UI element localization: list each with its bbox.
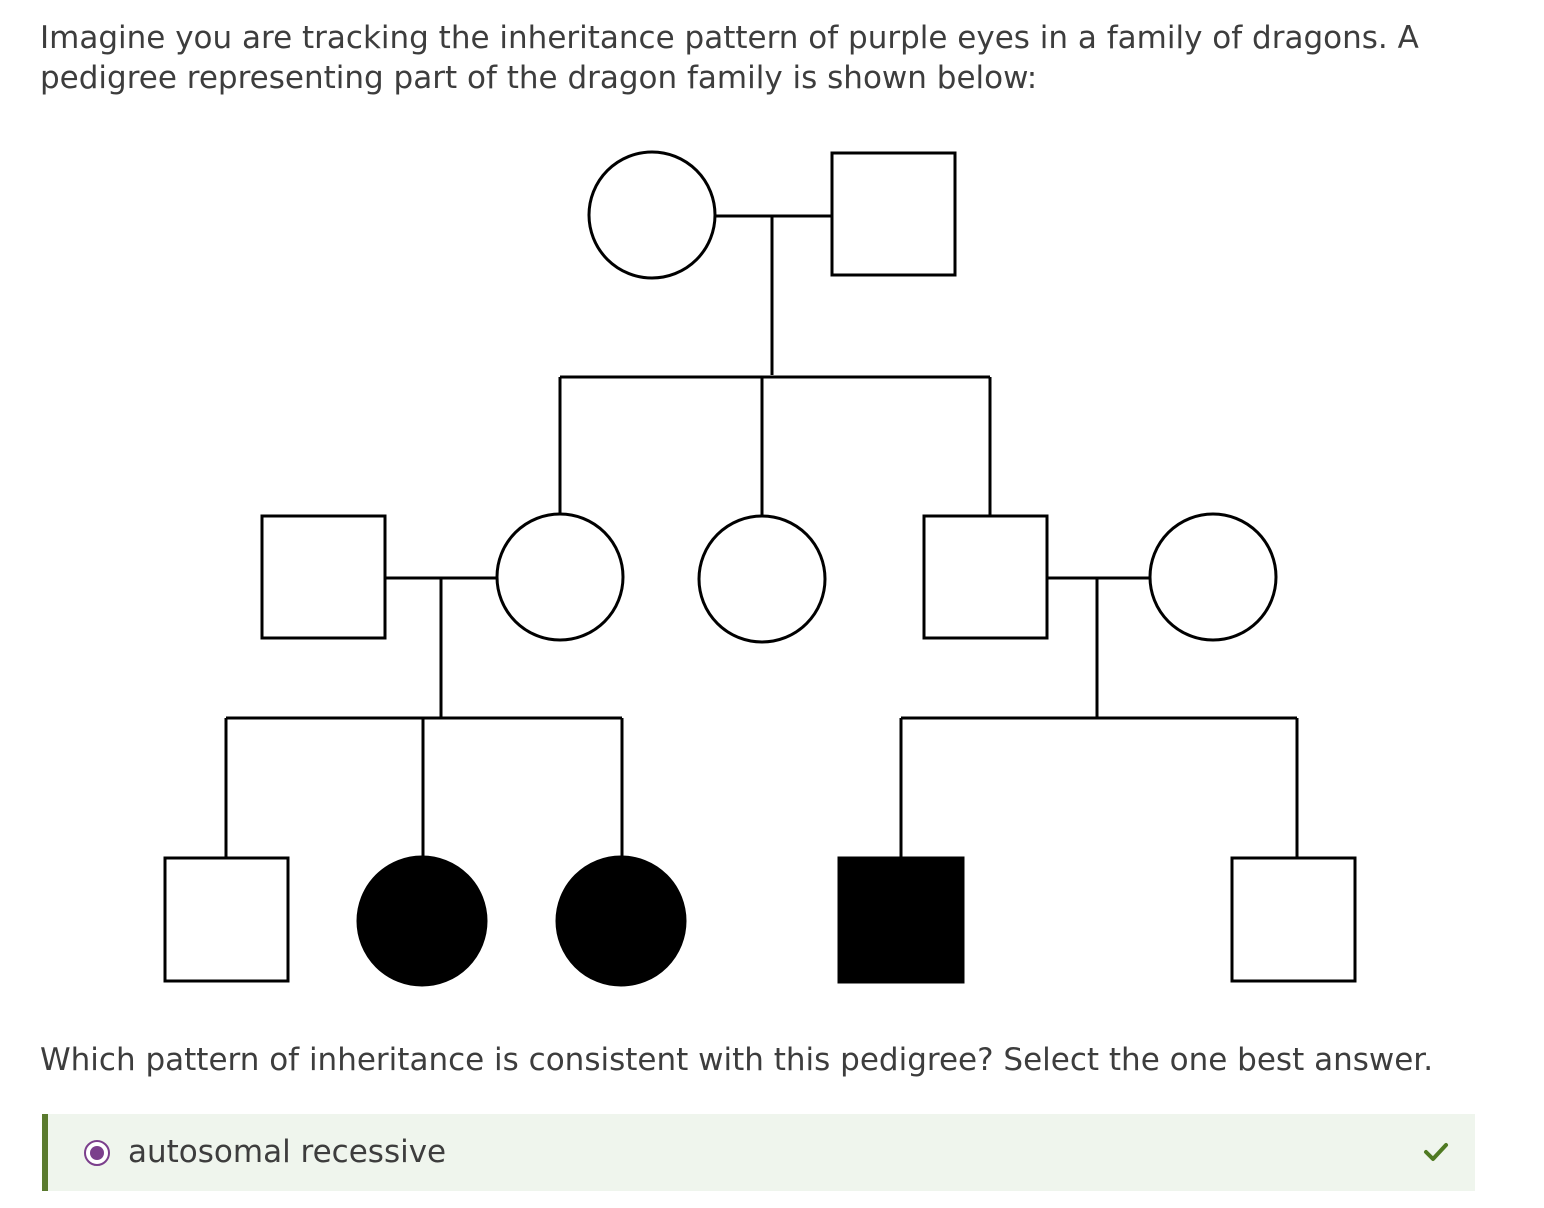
individual-III-3 [557, 857, 685, 985]
individual-II-1 [262, 516, 385, 638]
individual-I-2 [832, 153, 955, 275]
individual-II-4 [924, 516, 1047, 638]
individual-III-5 [1232, 858, 1355, 981]
question-prompt: Which pattern of inheritance is consistent with this pedigree? Select the one best answer. [40, 1042, 1434, 1078]
answer-option-autosomal-recessive[interactable] [42, 1114, 1475, 1191]
question-intro: Imagine you are tracking the inheritance pattern of purple eyes in a family of dragons. A pedigree representing part of the dragon family is shown below: [40, 20, 1419, 96]
individual-I-1 [589, 152, 715, 278]
individual-III-1 [165, 858, 288, 981]
individual-III-2 [358, 857, 486, 985]
individual-III-4 [839, 858, 963, 982]
individual-II-2 [497, 514, 623, 640]
individual-II-5 [1150, 514, 1276, 640]
radio-dot [90, 1146, 104, 1160]
answer-label: autosomal recessive [128, 1134, 447, 1170]
radio-selected-icon[interactable] [84, 1140, 110, 1166]
checkmark-icon [1423, 1141, 1449, 1163]
individual-II-3 [699, 516, 825, 642]
